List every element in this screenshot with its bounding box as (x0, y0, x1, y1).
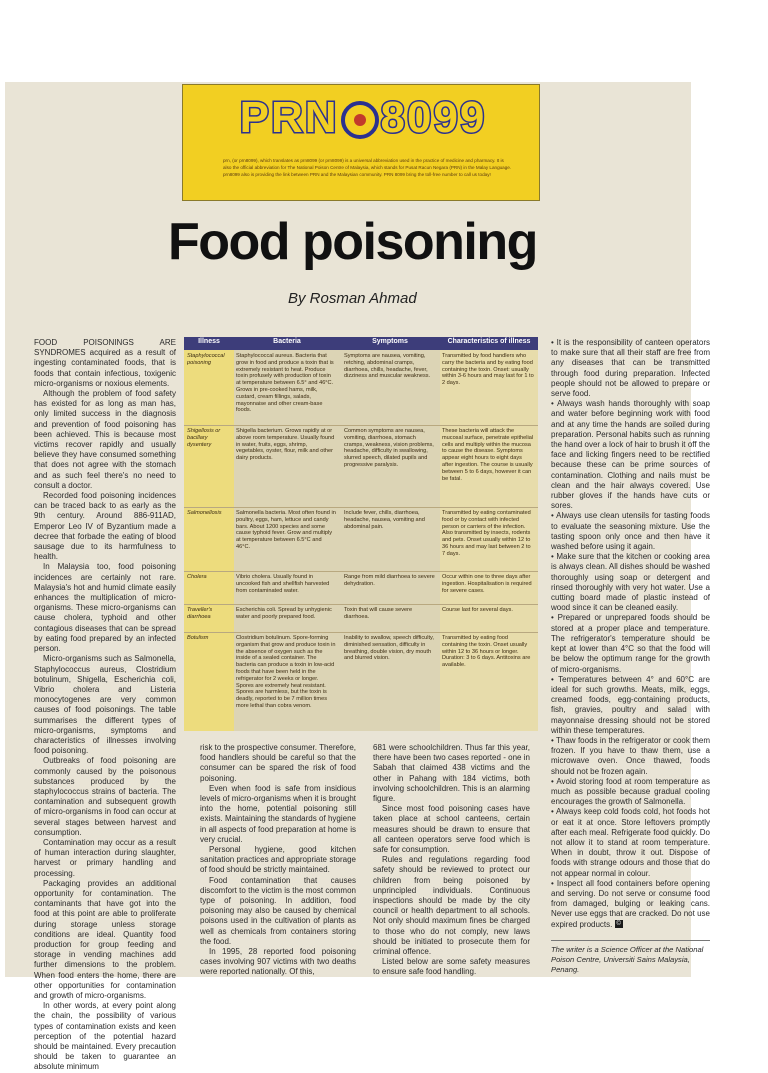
bullet-item: • Prepared or unprepared foods should be stored at a proper place and temperature. The refrigerator's temperature should be kept at lower than 4°C so that the food will be below the optimum range for the growth of micro-organisms. (551, 613, 710, 674)
prn8099-banner (182, 84, 540, 201)
bullet-item: • Make sure that the kitchen or cooking area is always clean. All dishes should be washed thoroughly using soap or detergent and rinsed thoroughly with very hot water. Use a cutting board made of plastic instead of wood since it can be cleaned easily. (551, 552, 710, 613)
table-row (184, 571, 538, 605)
paragraph: Listed below are some safety measures to ensure safe food handling. (373, 957, 530, 977)
paragraph: Personal hygiene, good kitchen sanitation practices and appropriate storage of food should be strictly maintained. (200, 845, 356, 875)
illness-cell: Cholera (187, 574, 207, 580)
paragraph: Since most food poisoning cases have taken place at school canteens, certain measures should be drawn to ensure that all canteen operators serve food which is safe for consumption. (373, 804, 530, 855)
bacteria-cell: Clostridium botulinum. Spore-forming organism that grow and produce toxin in the absence of oxygen such as the inside of a sealed container. The bacteria can produce a toxin in low-acid foods that have been held in the refrigerator for 2 weeks or longer. Spores are extremely heat resistant. Spores are harmless, but the toxin is deadly, reported to be 7 million times more lethal than cobra venom. (236, 635, 336, 709)
bacteria-cell: Staphylococcal aureus. Bacteria that grow in food and produce a toxin that is extremely resistant to heat. Produce toxin profusely with production of toxin at temperature between 6.5° and 46°C. Grows in pre-cooked hams, milk, custard, cream fillings, salads, mayonnaise and other cream-base foods. (236, 353, 334, 414)
characteristics-cell: Course last for several days. (442, 607, 513, 613)
paragraph: Packaging provides an additional opportunity for contamination. The contaminants that have got into the food at this point are able to proliferate during storage unless storage conditions are ideal. Quantity food production for group feeding and storage in vending machines add further dimensions to the problem. When food enters the home, there are other opportunities for contamination and growth of micro-organisms. (34, 878, 176, 1000)
bacteria-cell: Vibrio cholera. Usually found in uncooked fish and shellfish harvested from contaminated water. (236, 574, 330, 594)
bullet-item: • Avoid storing food at room temperature as much as possible because gradual cooling encourages the growth of Salmonella. (551, 776, 710, 807)
bacteria-cell: Salmonella bacteria. Most often found in poultry, eggs, ham, lettuce and candy bars. About 1200 species and some cause typhoid fever. Grow and multiply at temperature between 6.5°C and 46°C. (236, 510, 336, 550)
paragraph: In 1995, 28 reported food poisoning cases involving 907 victims with two deaths were reported nationally. Of this, (200, 947, 356, 977)
illness-cell: Staphylococcal poisoning (187, 353, 225, 366)
bullet-item: • Always use clean utensils for tasting foods to evaluate the seasoning mixture. Use the tasting spoon only once and then have it washed before using it again. (551, 511, 710, 552)
logo-prn-text: PRN (239, 93, 339, 142)
paragraph: 681 were schoolchildren. Thus far this year, there have been two cases reported - one in Sabah that claimed 438 victims and the other in Pahang with 184 victims, both involving schoolchildren. This is an alarming figure. (373, 743, 530, 804)
bullet-item: • Temperatures between 4° and 60°C are ideal for such growths. Meats, milk, eggs, creamed foods, egg-containing products, fish, gravies, poultry and salad with mayonnaise dressing should not be stored within these temperatures. (551, 674, 710, 735)
table-header-cell: Characteristics of illness (447, 338, 531, 345)
table-row (184, 350, 538, 426)
symptoms-cell: Symptoms are nausea, vomiting, retching, abdominal cramps, diarrhoea, chills, headache, fever, dizziness and muscular weakness. (344, 353, 431, 380)
paragraph: risk to the prospective consumer. Therefore, food handlers should be careful so that the consumer can be spared the risk of food poisoning. (200, 743, 356, 783)
paragraph: Rules and regulations regarding food safety should be reviewed to protect our children from being poisoned by unprincipled individuals. Continuous inspections should be made by the city council or health department to all schools. Not only should maximum fines be charged to those who do not comply, new laws should be initiated to prosecute them for criminal offence. (373, 855, 530, 957)
paragraph: In other words, at every point along the chain, the possibility of various types of contamination exists and keen perception of the potential hazard should be maintained. Every precaution should be taken to guarantee an absolute minimum (34, 1001, 176, 1072)
article-byline: By Rosman Ahmad (288, 290, 417, 307)
table-header-cell: Bacteria (273, 338, 301, 345)
author-note: The writer is a Science Officer at the National Poison Centre, Universiti Sains Malaysia, Penang. (551, 940, 710, 975)
symptoms-cell: Common symptoms are nausea, vomiting, diarrhoea, stomach cramps, weakness, vision problems, headache, difficulty in swallowing, slurred speech, dilated pupils and progressive paralysis. (344, 428, 434, 468)
article-column-1 (34, 338, 176, 1073)
article-column-2 (200, 743, 356, 978)
paragraph: Food contamination that causes discomfort to the victim is the most common type of poisoning. In addition, food poisoning may also be caused by chemical poisons used in the cultivation of plants as well as chemicals from containers storing the food. (200, 875, 356, 946)
article-column-3 (373, 743, 530, 978)
paragraph: FOOD POISONINGS ARE SYNDROMES acquired as a result of ingesting contaminated foods, that is foods that contain infectious, toxigenic micro-organisms or noxious elements. (34, 338, 176, 388)
bullet-text: • Inspect all food containers before opening and serving. Do not serve or consume food from damaged, bulging or leaking cans. Never use eggs that are cracked. Do not use expired products. (551, 878, 710, 929)
symptoms-cell: Inability to swallow, speech difficulty, diminished sensation, difficulty in breathing, double vision, dry mouth and blurred vision. (344, 635, 434, 662)
characteristics-cell: Occur within one to three days after ingestion. Hospitalisation is required for severe cases. (442, 574, 532, 594)
characteristics-cell: Transmitted by eating contaminated food or by contact with infected person or carriers of the infection. Also transmitted by insects, rodents and pets. Onset usually within 12 to 36 hours and may last between 2 to 7 days. (442, 510, 531, 557)
table-row (184, 604, 538, 633)
paragraph: Recorded food poisoning incidences can be traced back to as early as the 9th century. Around 886-911AD, Emperor Leo IV of Byzantium made a decree that forbade the eating of blood sausage due to its harmfulness to health. (34, 491, 176, 562)
end-mark-icon: © (616, 921, 621, 928)
bullet-item: • Always wash hands thoroughly with soap and water before beginning work with food and at any time the hands are soiled during preparation. Personal habits such as running the hand over a lock of hair to brush it off the face and licking fingers need to be rectified because these can be prime sources of contamination. Clothing and nails must be clean and the hair always covered. Use rubber gloves if the hands have cuts or sores. (551, 399, 710, 511)
bullet-item: • Always keep cold foods cold, hot foods hot or eat it at once. Store leftovers promptly after each meal. Refrigerate food quickly. Do not allow it to stand at room temperature. When in doubt, throw it out. Dispose of foods with strange odours and those that do not appear normal in colour. (551, 807, 710, 878)
article-title: Food poisoning (168, 213, 537, 271)
bacteria-cell: Shigella bacterium. Grows rapidly at or above room temperature. Usually found in water, fruits, eggs, shrimp, vegetables, oyster, flour, milk and other dairy products. (236, 428, 335, 462)
illness-cell: Traveller's diarrhoea (187, 607, 213, 620)
poison-seal-icon (341, 101, 379, 139)
logo-8099-text: 8099 (380, 93, 487, 142)
characteristics-cell: These bacteria will attack the mucosal surface, penetrate epithelial cells and multiply within the mucosa to cause the disease. Symptoms appear eight hours to eight days after ingestion. The course is usually between 5 to 6 days, however it can be fatal. (442, 428, 534, 482)
symptoms-cell: Range from mild diarrhoea to severe dehydration. (344, 574, 435, 587)
characteristics-cell: Transmitted by eating food containing the toxin. Onset usually within 12 to 36 hours or longer. Duration: 3 to 6 days. Antitoxins are available. (442, 635, 531, 669)
prn8099-logo (223, 93, 503, 143)
illness-cell: Shigellosis or bacillary dysentery (187, 428, 221, 448)
table-header-cell: Symptoms (372, 338, 408, 345)
bacteria-cell: Escherichia coli. Spread by unhygienic water and poorly prepared food. (236, 607, 332, 620)
paragraph: Although the problem of food safety has existed for as long as man has, only limited success in the diagnosis and prevention of food poisoning has been achieved. This is because most victims recover rapidly and usually believe they have consumed something that does not agree with the stomach and as such feel there's no need to consult a doctor. (34, 389, 176, 490)
table-row (184, 632, 538, 730)
bullet-item: • Thaw foods in the refrigerator or cook them frozen. If you have to thaw them, use a microwave oven. Once thawed, foods should not be frozen again. (551, 735, 710, 776)
banner-description: prn, (or prn8099), which translates as prn8099 (or prn8099) is a universal abbreviation used in the practice of medicine and pharmacy. It is also the official abbreviation for The National Poison Centre of Malaysia, which stands for Pusat Racun Negara (PRN) in the Malay Language. prn8099 also is providing the link between PRN and the Malaysian community. PRN 8099 bring the toll-free number to call us today! (223, 158, 512, 177)
bullet-item: • It is the responsibility of canteen operators to make sure that all their staff are free from any diseases that can be transmitted through food during preparation. Infected people should not be allowed to prepare or serve food. (551, 338, 710, 399)
paragraph: Even when food is safe from insidious levels of micro-organisms when it is brought into the home, potential poisoning still exists. Maintaining the standards of hygiene in all aspects of food preparation at home is very crucial. (200, 783, 356, 844)
paragraph: Micro-organisms such as Salmonella, Staphylococcus aureus, Clostridium botulinum, Shigella, Escherichia coli, Vibrio cholera and Listeria monocytogenes are very common causes of food poisonings. The table summarises the different types of micro-organisms, symptoms and characteristics of illnesses involving food poisoning. (34, 654, 176, 756)
table-header-cell: Illness (198, 338, 220, 345)
table-row (184, 425, 538, 508)
symptoms-cell: Toxin that will cause severe diarrhoea. (344, 607, 413, 620)
safety-measures-column (551, 338, 710, 975)
table-row (184, 507, 538, 572)
bullet-item (551, 879, 710, 930)
illness-cell: Botulism (187, 635, 209, 641)
symptoms-cell: Include fever, chills, diarrhoea, headache, nausea, vomiting and abdominal pain. (344, 510, 425, 530)
table-header (184, 337, 538, 350)
paragraph: Contamination may occur as a result of human interaction during slaughter, harvest or primary handling and processing. (34, 837, 176, 878)
illness-cell: Salmonellosis (187, 510, 222, 516)
paragraph: Outbreaks of food poisoning are commonly caused by the poisonous substances produced by the staphylococcus strains of bacteria. The contamination and subsequent growth of micro-organisms in food can occur at several stages between harvest and consumption. (34, 756, 176, 837)
characteristics-cell: Transmitted by food handlers who carry the bacteria and by eating food containing the toxin. Onset: usually within 3-6 hours and may last for 1 to 2 days. (442, 353, 534, 387)
paragraph: In Malaysia too, food poisoning incidences are certainly not rare. Malaysia's hot and humid climate easily enhances the multiplication of micro-organisms. These micro-organisms can cause cholera, typhoid and other contagious diseases that can be spread by eating food prepared by an infected person. (34, 562, 176, 654)
food-poisoning-table (184, 337, 538, 731)
